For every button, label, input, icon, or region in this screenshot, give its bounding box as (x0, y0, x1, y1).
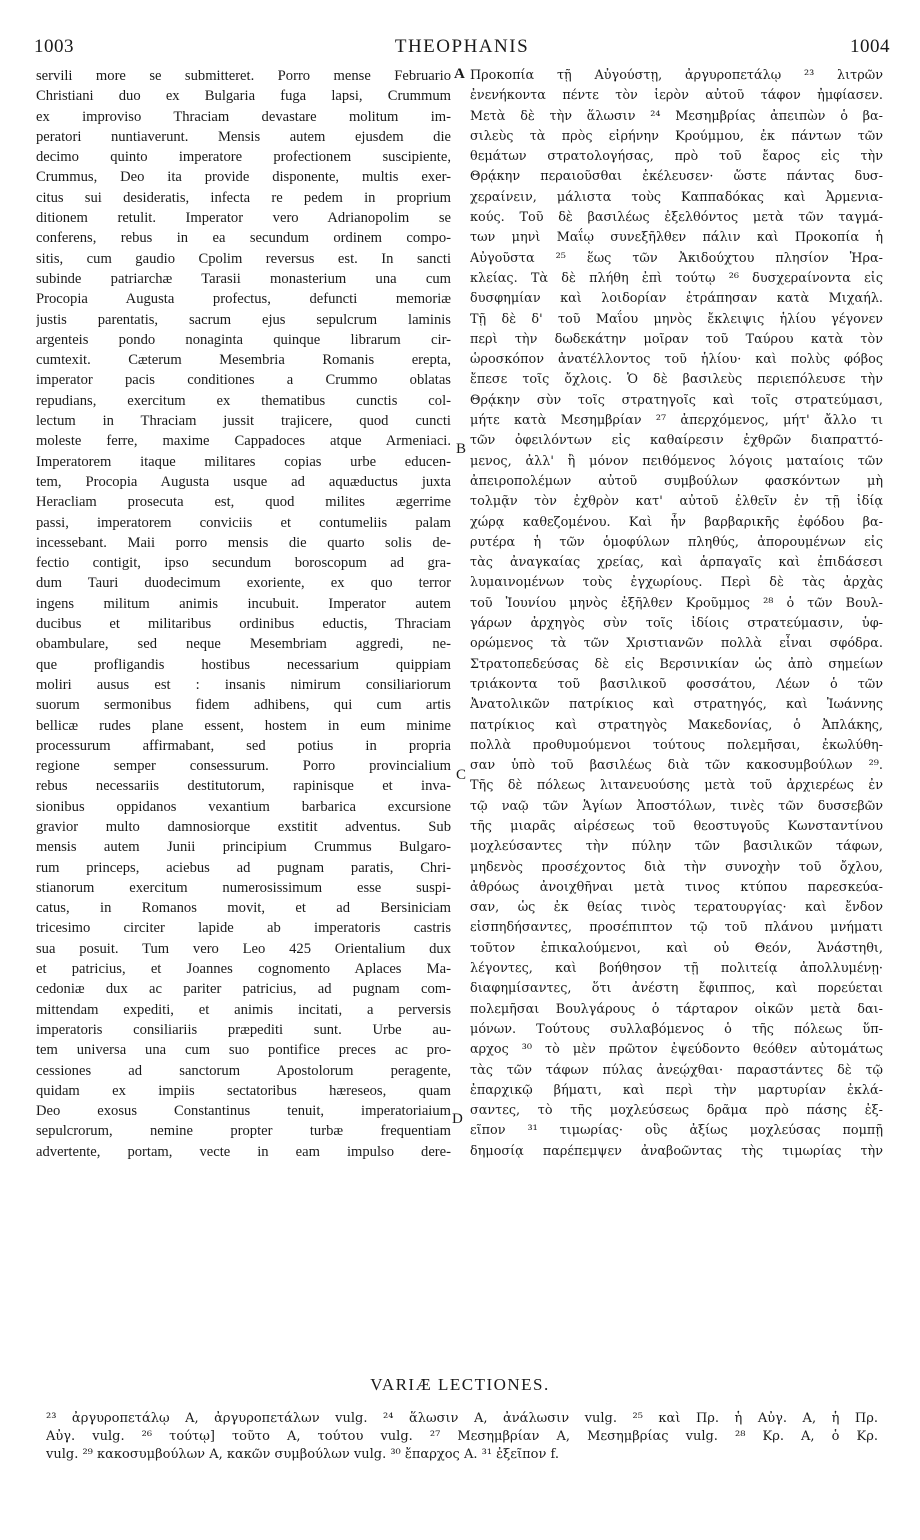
latin-text-line: Crummus, Deo ita provide disponente, multis exer- (36, 169, 451, 186)
greek-text-line: σαν ὑπὸ τοῦ βασιλέως διὰ τῶν κακοσυμβούλων ²⁹. (470, 758, 883, 774)
greek-text-line: τῶν ὀφειλόντων εἰς καθαίρεσιν ἐχθρῶν διαπραττό- (470, 433, 883, 449)
latin-text-line: gravior multo damnosiorque exstitit adventus. Sub (36, 818, 451, 835)
latin-text-line: dum Tauri duodecimum exoriente, ex quo terror (36, 575, 451, 592)
latin-text-line: servili more se submitteret. Porro mense Februario (36, 68, 451, 84)
greek-text-line: Θρᾴκην περαιοῦσθαι ἐκέλευσεν· ὥστε πάντας δυσ- (470, 169, 883, 185)
margin-letter-d: D (452, 1111, 463, 1127)
latin-text-line: catus, in Romanos movit, et ad Bersiniciam (36, 900, 451, 917)
running-title: THEOPHANIS (394, 36, 530, 57)
greek-text-line: σαν, ὡς ἐκ θείας τινὸς τερατουργίας· καὶ ἔνδον (470, 900, 883, 916)
latin-text-line: cessiones ad sanctorum Apostolorum peragente, (36, 1062, 451, 1079)
latin-text-line: advertente, portam, vecte in eam impulso dere- (36, 1143, 451, 1160)
latin-text-line: incessebant. Maii porro mensis die quarto solis de- (36, 534, 451, 551)
greek-text-line: Ἀνατολικῶν πατρίκιος καὶ στρατηγός, καὶ Ἰωάννης (470, 697, 883, 713)
latin-text-line: imperatoris consiliariis præpediti sunt. Urbe au- (36, 1021, 451, 1038)
greek-text-line: εἰσπηδήσαντες, προσέπιπτον τῷ τοῦ πλάνου μνήματι (470, 920, 883, 936)
latin-text-line: stianorum exercitum numerosissimum esse suspi- (36, 879, 451, 896)
latin-text-line: processurum affirmabant, sed potius in propria (36, 737, 451, 754)
latin-text-line: moleste ferre, maxime Cappadoces atque Armeniaci. (36, 433, 451, 450)
greek-text-line: Τῆς δὲ πόλεως λιτανευούσης μετὰ τοῦ ἀρχιερέως ἐν (470, 778, 883, 794)
greek-text-line: χεραίνειν, μάλιστα τοὺς Καππαδόκας καὶ Ἀρμενια- (470, 189, 883, 205)
latin-text-line: argenteis pondo nonaginta quinque librarum cir- (36, 331, 451, 348)
greek-text-line: Θρᾴκην σὺν τοῖς στρατηγοῖς καὶ τοῖς στρατεύμασι, (470, 392, 883, 408)
latin-text-line: ducibus et militaribus ordinibus eductis, Thraciam (36, 616, 451, 633)
greek-text-line: μήτε κατὰ Μεσημβρίαν ²⁷ ἀπερχόμενος, μήτ' ἄλλο τι (470, 413, 883, 429)
latin-text-line: repudians, exercitum ex thematibus cunctis col- (36, 392, 451, 409)
greek-text-line: εῖπον ³¹ τιμωρίας· οὓς ἀξίως μοχλεύσας πομπῇ (470, 1123, 883, 1139)
latin-text-line: cumtexit. Cæterum Mesembria Romanis erepta, (36, 352, 451, 369)
greek-text-line: αρχος ³⁰ τὸ μὲν πρῶτον ἐψεύδοντο θεόθεν αὐτομάτως (470, 1042, 883, 1058)
greek-text-line: Στρατοπεδεύσας δὲ εἰς Βερσινικίαν ὡς ἀπὸ σημείων (470, 656, 883, 672)
greek-text-line: δημοσίᾳ παρέπεμψεν ἀναβοῶντας τὴς τιμωρίας τὴν (470, 1143, 883, 1159)
latin-text-line: tem universa una cum suo pontifice preces ac pro- (36, 1042, 451, 1059)
greek-text-line: τὰς ἀναγκαίας χρείας, καὶ ἁρπαγαῖς καὶ ἐπιδάσεσι (470, 555, 883, 571)
variant-note-line: ²³ ἀργυροπετάλῳ A, ἀργυροπετάλων vulg. ²⁴ ἅλωσιν A, ἀνάλωσιν vulg. ²⁵ καὶ Πρ. ἡ Αὐγ. A, ἡ Πρ. (46, 1411, 878, 1426)
greek-text-line: λυμαινομένων τοὺς ἐγχωρίους. Περὶ δὲ τὰς ἀρχὰς (470, 575, 883, 591)
latin-text-line: tricesimo circiter lapide ab imperatoris castris (36, 920, 451, 937)
greek-text-line: διαφημίσαντες, ὅτι ἀνέστη ἔφιππος, καὶ πορεύεται (470, 981, 883, 997)
margin-letter-b: B (456, 441, 467, 457)
latin-text-line: conferens, rebus in ea secundum ordinem compo- (36, 230, 451, 247)
latin-text-line: obambulare, sed neque Mesembriam aggredi, ne- (36, 636, 451, 653)
greek-text-line: ἀθρόως ἀνοιχθῆναι μετὰ τινος κτύπου παρεσκεύα- (470, 879, 883, 895)
greek-text-line: σιλεὺς τὰ πρὸς εἰρήνην Κρούμμου, ἐκ πάντων τῶν (470, 128, 883, 144)
greek-text-line: μηδενὸς προσέχοντος διὰ τὴν συνοχὴν τοῦ ὄχλου, (470, 859, 883, 875)
greek-text-line: τῷ ναῷ τῶν Ἁγίων Ἀποστόλων, τινὲς τῶν δυσσεβῶν (470, 798, 883, 814)
greek-text-line: τὰς τῶν τάφων πύλας ἀνεῴχθαι· παραστάντες δὲ τῷ (470, 1062, 883, 1078)
greek-text-line: σαντες, τὸ τῆς μοχλεύσεως δρᾶμα πρὸ πάσης ἐξ- (470, 1103, 883, 1119)
latin-text-line: et patricius, et Joannes cognomento Aplaces Ma- (36, 961, 451, 978)
latin-text-line: mittendam expediti, et animis incitati, a perversis (36, 1001, 451, 1018)
greek-text-line: κούς. Τοῦ δὲ βασιλέως ἐξελθόντος μετὰ τῶν ταγμά- (470, 210, 883, 226)
greek-text-line: ρυτέρα ἡ τῶν ὁμοφύλων πληθύς, ἀπορουμένων εἰς (470, 534, 883, 550)
variae-lectiones-heading: VARIÆ LECTIONES. (370, 1375, 550, 1394)
latin-text-line: Procopia Augusta profectus, defuncti memoriæ (36, 291, 451, 308)
latin-text-line: lectum in Thraciam jussit trajicere, quod cuncti (36, 413, 451, 430)
right-page-number: 1004 (850, 36, 890, 57)
latin-text-line: passi, imperatorem conviciis et contumeliis palam (36, 514, 451, 531)
greek-text-line: ἔπεσε τοῖς ὄχλοις. Ὁ δὲ βασιλεὺς περιεπόλευσε τὴν (470, 372, 883, 388)
latin-text-line: Deo exosus Constantinus tenuit, imperatoriaium (36, 1103, 451, 1120)
greek-text-line: κλείας. Τὰ δὲ πλήθη ἐπὶ τούτῳ ²⁶ δυσχεραίνοντα εἰς (470, 270, 883, 286)
latin-text-line: sua posuit. Tum vero Leo 425 Orientalium dux (36, 940, 451, 957)
variant-note-line: Αὐγ. vulg. ²⁶ τούτῳ] τοῦτο A, τούτου vulg. ²⁷ Μεσημβρίαν A, Μεσημβρίας vulg. ²⁸ Κρ. A, ὁ Κρ. (46, 1429, 878, 1444)
greek-text-line: Τῇ δὲ δ' τοῦ Μαΐου μηνὸς ἔκλειψις ἡλίου γέγονεν (470, 311, 883, 327)
greek-text-line: ἀπειροπολέμων αὐτοῦ συμβούλων φασκόντων μὴ (470, 473, 883, 489)
latin-text-line: quidam ex impiis sectatoribus hæreseos, quam (36, 1082, 451, 1099)
greek-text-line: θεμάτων στρατολογήσας, πρὸ τοῦ ἔαρος εἰς τὴν (470, 149, 883, 165)
latin-text-line: rum princeps, aciebus ad pugnam paratis, Chri- (36, 859, 451, 876)
latin-text-line: bellicæ rudes plane essent, hostem in eum minime (36, 717, 451, 734)
greek-text-line: ἐπαρχικῷ βήματι, καὶ περὶ τὴν μαρτυρίαν ἐκλά- (470, 1082, 883, 1098)
latin-text-line: rebus necessariis destitutorum, rapinisque et inva- (36, 778, 451, 795)
latin-text-line: ingens militum animis incubuit. Imperator autem (36, 595, 451, 612)
greek-text-line: μοχλεύσαντες τὴν πύλην τῶν βασιλικῶν τάφων, (470, 839, 883, 855)
greek-text-line: μενος, ἀλλ' ἢ μόνον πειθόμενος λόγοις ματαίοις τῶν (470, 453, 883, 469)
latin-text-line: sepulcrorum, nemine propter turbæ frequentiam (36, 1123, 451, 1140)
greek-text-line: λέγοντες, καὶ βοήθησον τῇ πολιτείᾳ ἀπολλυμένῃ· (470, 961, 883, 977)
left-page-number: 1003 (34, 36, 74, 57)
greek-text-line: πολλὰ προθυμούμενοι τούτους πολεμῆσαι, ἐκωλύθη- (470, 737, 883, 753)
latin-text-line: cedoniæ dux ac pariter patricius, ad pugnam com- (36, 981, 451, 998)
greek-text-line: Μετὰ δὲ τὴν ἅλωσιν ²⁴ Μεσημβρίας ἀπειπὼν ὁ βα- (470, 108, 883, 124)
latin-text-line: peratori nuntiaverunt. Mensis autem ejusdem die (36, 128, 451, 145)
margin-letter-c: C (456, 767, 467, 783)
latin-text-line: Heracliam prosecuta est, quod milites ægerrime (36, 494, 451, 511)
greek-text-line: ἐνενήκοντα πέντε τὸν ἱερὸν αὐτοῦ τάφον ἠμφίασεν. (470, 88, 883, 104)
greek-text-line: περὶ τὴν δωδεκάτην μοῖραν τοῦ Ταύρου κατὰ τὸν (470, 331, 883, 347)
latin-text-line: Imperatorem itaque militares copias urbe educen- (36, 453, 451, 470)
latin-text-line: sionibus oppidanos vexantium barbarica excursione (36, 798, 451, 815)
latin-text-line: moliri ausus est : insanis nimirum consiliariorum (36, 676, 451, 693)
greek-text-line: χώρᾳ καθεζομένου. Καὶ ἦν βαρβαρικῆς ἐφόδου βα- (470, 514, 883, 530)
greek-text-line: Αὐγοῦστα ²⁵ ἕως τῶν Ἀκιδούχτου πλησίον Ἡρα- (470, 250, 883, 266)
greek-text-column (470, 66, 883, 1162)
latin-text-column (36, 66, 451, 1162)
latin-text-line: citus sui desideratis, infecta re pedem in proprium (36, 189, 451, 206)
latin-text-line: sitis, cum gaudio Cpolim reversus est. In sancti (36, 250, 451, 267)
greek-text-line: πολεμῆσαι Βουλγάρους ὁ τάρταρον οἰκῶν μετὰ δαι- (470, 1001, 883, 1017)
latin-text-line: Christiani duo ex Bulgaria fuga lapsi, Crummum (36, 88, 451, 105)
latin-text-line: imperator pacis conditiones a Crummo oblatas (36, 372, 451, 389)
latin-text-line: que profligandis hostibus necessarium quippiam (36, 656, 451, 673)
margin-letter-a: A (454, 66, 465, 82)
greek-text-line: ὡροσκόπον ἀνατέλλοντος τοῦ ἡλίου· καὶ πολὺς φόβος (470, 352, 883, 368)
latin-text-line: tem, Procopia Augusta usque ad aquæductus juxta (36, 473, 451, 490)
variant-note-line: vulg. ²⁹ κακοσυμβούλων A, κακῶν συμβούλων vulg. ³⁰ ἔπαρχος A. ³¹ ἐξεῖπον f. (46, 1447, 560, 1462)
latin-text-line: regione semper consessurum. Porro provincialium (36, 758, 451, 775)
variant-readings-notes (46, 1410, 878, 1464)
latin-text-line: decimo quinto imperatore profectionem suscipiente, (36, 149, 451, 166)
latin-text-line: justis parentatis, sacrum ejus sepulcrum laminis (36, 311, 451, 328)
greek-text-line: Προκοπία τῇ Αὐγούστῃ, ἀργυροπετάλῳ ²³ λιτρῶν (470, 68, 883, 83)
greek-text-line: ορώμενος τὰ τῶν Χριστιανῶν πολλὰ εἶναι σφόδρα. (470, 636, 883, 652)
latin-text-line: ditionem retulit. Imperator vero Adrianopolim se (36, 210, 451, 227)
greek-text-line: τοῦτον ἐπικαλούμενοι, καὶ οὐ Θεόν, Ἀνάστηθι, (470, 940, 883, 956)
latin-text-line: subinde patriarchæ Tarasii monasterium una cum (36, 270, 451, 287)
latin-text-line: fectio contigit, ipso secundum boroscopum ad gra- (36, 555, 451, 572)
greek-text-line: τῆς μιαρᾶς αἱρέσεως τοῦ θεοστυγοῦς Κωνσταντίνου (470, 818, 883, 834)
greek-text-line: γάρων ἀρχηγὸς σὺν τοῖς ἰδίοις στρατεύμασιν, ὑφ- (470, 616, 883, 632)
latin-text-line: mensis autem Junii principium Crummus Bulgaro- (36, 839, 451, 856)
greek-text-line: τολμᾷν τὸν ἐχθρὸν κατ' αὐτοῦ ἐλθεῖν ἐν τῇ ἰδίᾳ (470, 494, 883, 510)
greek-text-line: πατρίκιος καὶ στρατηγὸς Μακεδονίας, ὁ Ἀπλάκης, (470, 717, 883, 733)
latin-text-line: suorum sermonibus fidem adhibens, qui cum artis (36, 697, 451, 714)
latin-text-line: ex improviso Thraciam devastare molitum im- (36, 108, 451, 125)
greek-text-line: δυσφημίαν καὶ λοιδορίαν ἐτράπησαν κατὰ Μιχαήλ. (470, 291, 883, 307)
greek-text-line: των μηνὶ Μαΐῳ συνεξῆλθεν πάλιν καὶ Προκοπία ἡ (470, 230, 883, 246)
page-header (34, 36, 890, 60)
greek-text-line: μόνων. Τούτους συλλαβόμενος ὁ τῆς πόλεως ὕπ- (470, 1021, 883, 1037)
greek-text-line: τοῦ Ἰουνίου μηνὸς ἐξῆλθεν Κροῦμμος ²⁸ ὁ τῶν Βουλ- (470, 595, 883, 611)
greek-text-line: τριάκοντα τοῦ βασιλικοῦ φοσσάτου, Λέων ὁ τῶν (470, 676, 883, 692)
